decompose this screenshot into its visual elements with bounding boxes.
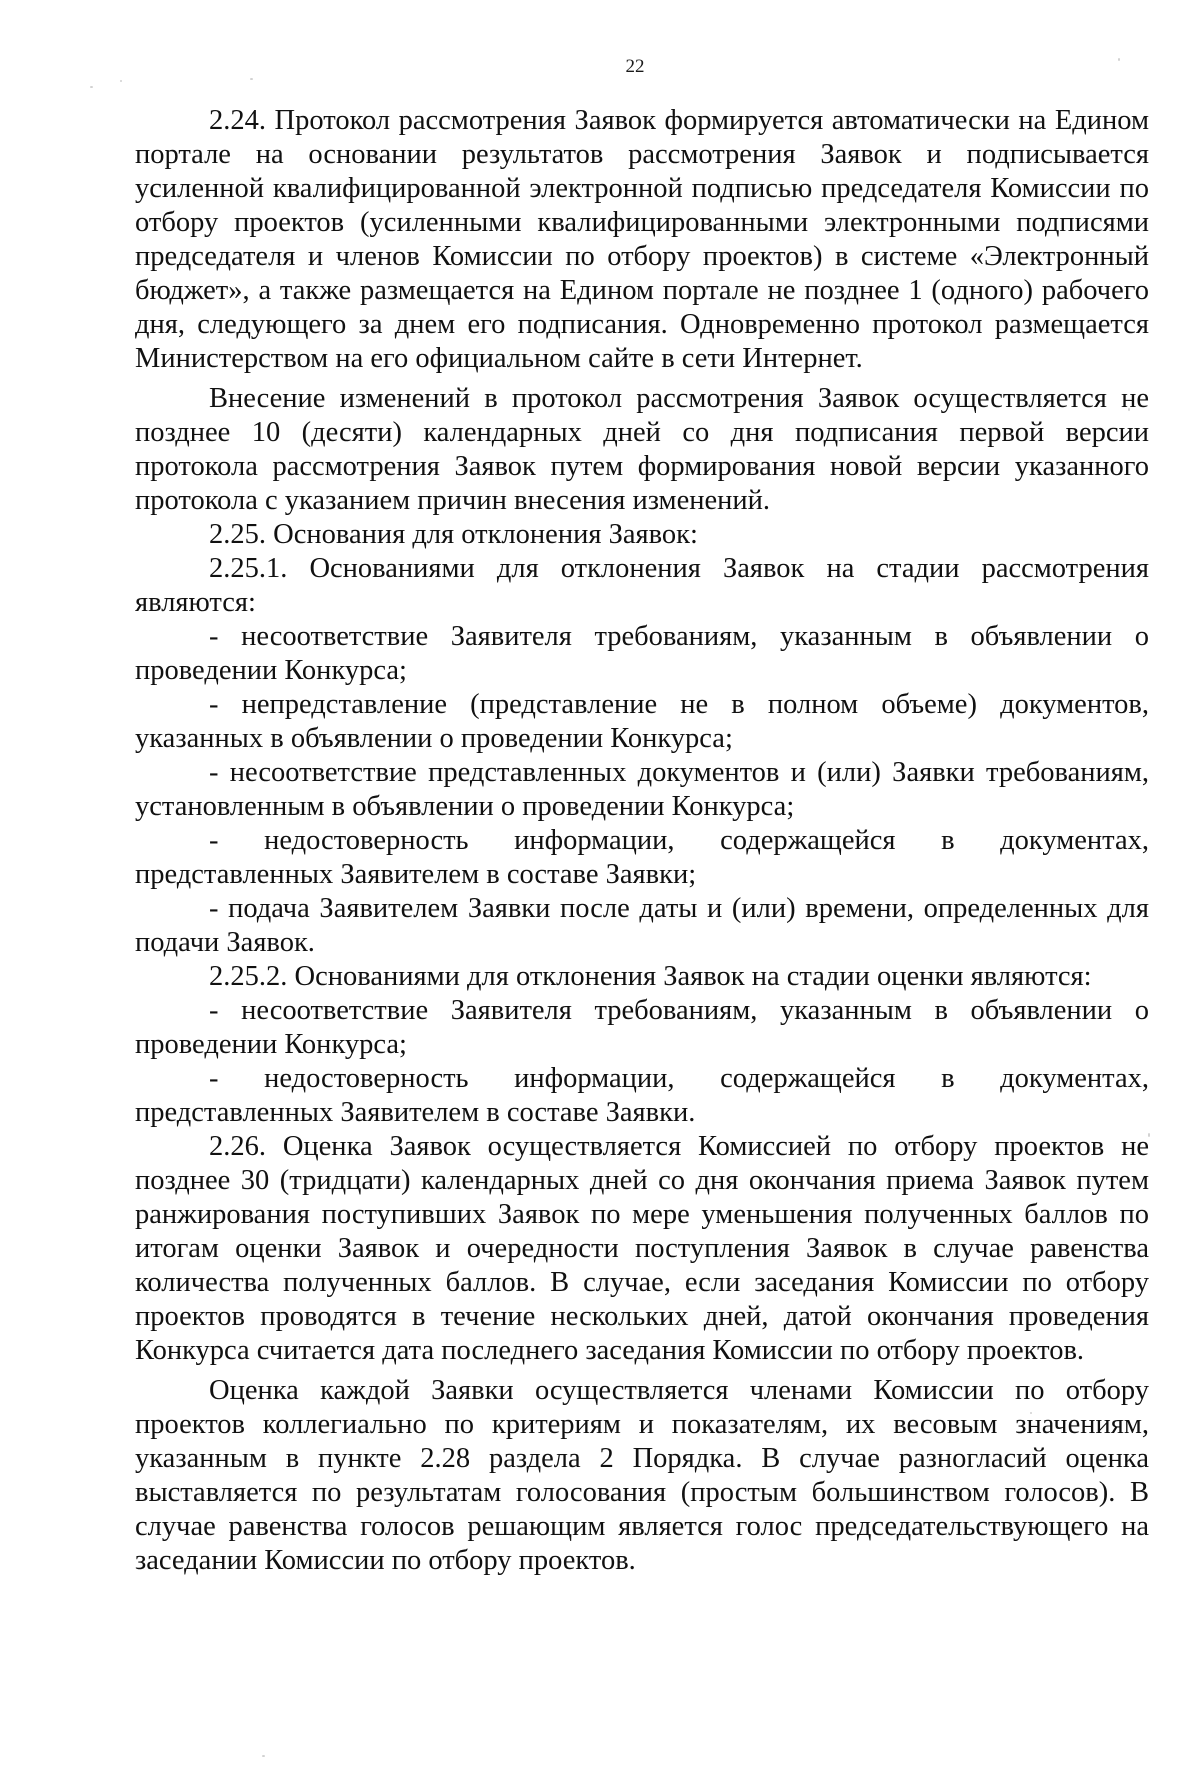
list-item-documents-mismatch: - несоответствие представленных документов и (или) Заявки требованиям, установленным в объявлении о проведении Конкурса;	[135, 757, 1149, 822]
scan-speck	[90, 86, 93, 88]
paragraph-evaluation-procedure: Оценка каждой Заявки осуществляется членами Комиссии по отбору проектов коллегиально по критериям и показателям, их весовым значениям, указанным в пункте 2.28 раздела 2 Порядка. В случае разногласий оценка выставляется по результатам голосования (простым большинством голосов). В случае равенства голосов решающим является голос председательствующего на заседании Комиссии по отбору проектов.	[135, 1375, 1149, 1576]
list-item-documents-missing: - непредставление (представление не в полном объеме) документов, указанных в объявлении о проведении Конкурса;	[135, 689, 1149, 754]
scan-speck	[262, 1755, 265, 1757]
paragraph-2-25-1: 2.25.1. Основаниями для отклонения Заявок на стадии рассмотрения являются:	[135, 553, 1149, 618]
page-number: 22	[625, 56, 645, 77]
list-item-unreliable-info: - недостоверность информации, содержащейся в документах, представленных Заявителем в составе Заявки;	[135, 825, 1149, 890]
paragraph-protocol-changes: Внесение изменений в протокол рассмотрения Заявок осуществляется не позднее 10 (десяти) календарных дней со дня подписания первой версии протокола рассмотрения Заявок путем формирования новой версии указанного протокола с указанием причин внесения изменений.	[135, 383, 1149, 516]
scan-speck	[120, 80, 122, 82]
list-item-applicant-mismatch-evaluation: - несоответствие Заявителя требованиям, указанным в объявлении о проведении Конкурса;	[135, 995, 1149, 1060]
scan-speck	[250, 78, 253, 80]
paragraph-2-25-heading: 2.25. Основания для отклонения Заявок:	[209, 519, 698, 550]
document-body	[135, 104, 1149, 1578]
list-item-unreliable-info-evaluation: - недостоверность информации, содержащейся в документах, представленных Заявителем в составе Заявки.	[135, 1063, 1149, 1128]
paragraph-2-24: 2.24. Протокол рассмотрения Заявок формируется автоматически на Едином портале на основании результатов рассмотрения Заявок и подписывается усиленной квалифицированной электронной подписью председателя Комиссии по отбору проектов (усиленными квалифицированными электронными подписями председателя и членов Комиссии по отбору проектов) в системе «Электронный бюджет», а также размещается на Едином портале не позднее 1 (одного) рабочего дня, следующего за днем его подписания. Одновременно протокол размещается Министерством на его официальном сайте в сети Интернет.	[135, 105, 1149, 374]
list-item-applicant-mismatch: - несоответствие Заявителя требованиям, указанным в объявлении о проведении Конкурса;	[135, 621, 1149, 686]
paragraph-2-26: 2.26. Оценка Заявок осуществляется Комиссией по отбору проектов не позднее 30 (тридцати) календарных дней со дня окончания приема Заявок путем ранжирования поступивших Заявок по мере уменьшения полученных баллов по итогам оценки Заявок и очередности поступления Заявок в случае равенства количества полученных баллов. В случае, если заседания Комиссии по отбору проектов проводятся в течение нескольких дней, датой окончания проведения Конкурса считается дата последнего заседания Комиссии по отбору проектов.	[135, 1131, 1149, 1366]
paragraph-2-25-2: 2.25.2. Основаниями для отклонения Заявок на стадии оценки являются:	[209, 961, 1092, 992]
list-item-late-submission: - подача Заявителем Заявки после даты и (или) времени, определенных для подачи Заявок.	[135, 893, 1149, 958]
